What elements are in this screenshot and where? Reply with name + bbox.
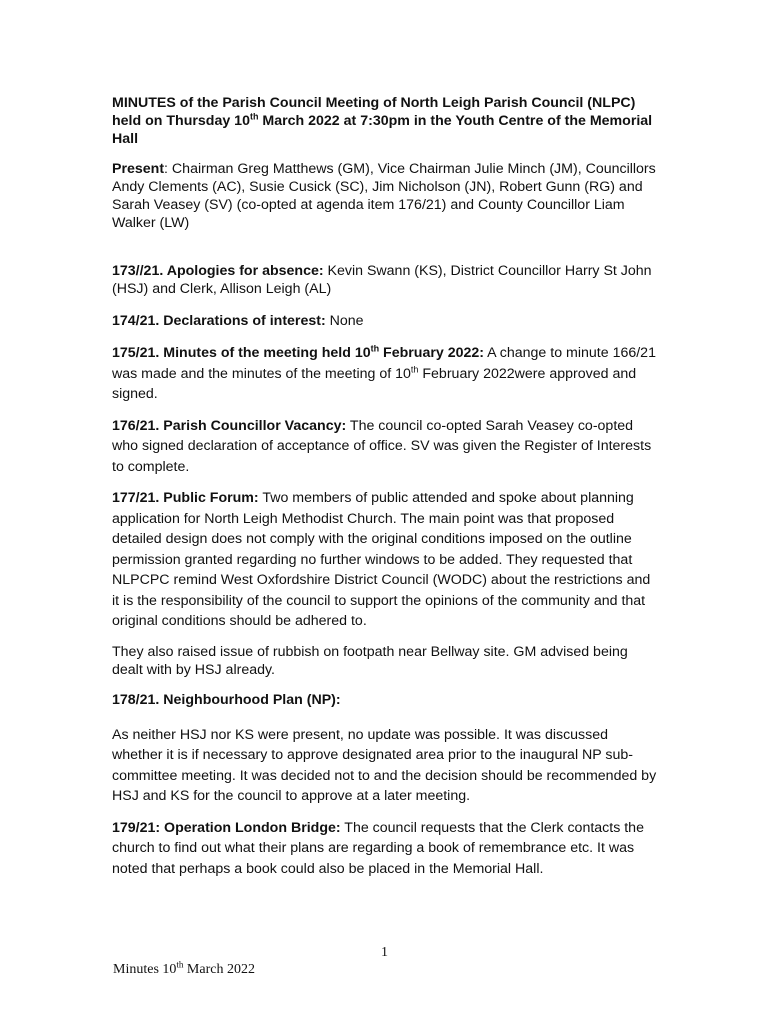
document-title: MINUTES of the Parish Council Meeting of North Leigh Parish Council (NLPC) held on Thursday 10th March 2022 at 7:30pm in the Youth Centre of the Memorial Hall [112,95,653,147]
item-178-heading: 178/21. Neighbourhood Plan (NP): [112,691,341,708]
item-179-operation-london-bridge: 179/21: Operation London Bridge: The council requests that the Clerk contacts the church to find out what their plans are regarding a book of remembrance etc. It was noted that perhaps a book could also be placed in the Memorial Hall. [112,819,644,877]
minutes-body [112,94,657,879]
item-176-heading: 176/21. Parish Councillor Vacancy: [112,417,347,434]
item-173-apologies: 173//21. Apologies for absence: Kevin Swann (KS), District Councillor Harry St John (HSJ) and Clerk, Allison Leigh (AL) [112,263,652,297]
page-number: 1 [381,945,388,960]
item-178-neighbourhood-plan: As neither HSJ nor KS were present, no update was possible. It was discussed whether it is if necessary to approve designated area prior to the inaugural NP sub-committee meeting. It was decided not to and the decision should be recommended by HSJ and KS for the council to approve at a later meeting. [112,726,657,804]
present-paragraph [112,160,657,232]
item-174-heading: 174/21. Declarations of interest: [112,313,326,329]
page-footer: Minutes 10th March 2022 [113,959,255,977]
item-177-rubbish-note: They also raised issue of rubbish on footpath near Bellway site. GM advised being dealt with by HSJ already. [112,643,628,678]
item-175-heading: 175/21. Minutes of the meeting held 10th February 2022: [112,343,484,361]
present-text: : Chairman Greg Matthews (GM), Vice Chairman Julie Minch (JM), Councillors Andy Clements (AC), Susie Cusick (SC), Jim Nicholson (JN), Robert Gunn (RG) and Sarah Veasey (SV) (co-opted at agenda item 176/21) and County Councillor Liam Walker (LW) [112,161,656,231]
present-label: Present [112,161,165,177]
item-173-heading: 173//21. Apologies for absence: [112,263,324,279]
item-175-minutes: 175/21. Minutes of the meeting held 10th February 2022: A change to minute 166/21 was made and the minutes of the meeting of 10th February 2022were approved and signed. [112,343,656,402]
item-177-public-forum: 177/21. Public Forum: Two members of public attended and spoke about planning application for North Leigh Methodist Church. The main point was that proposed detailed design does not comply with the original conditions imposed on the outline permission granted regarding no further windows to be added. They requested that NLPCPC remind West Oxfordshire District Council (WODC) about the restrictions and it is the responsibility of the council to support the opinions of the community and that original conditions should be adhered to. [112,490,651,629]
item-177-heading: 177/21. Public Forum: [112,490,259,506]
item-174-declarations: 174/21. Declarations of interest: None [112,313,364,329]
item-176-vacancy: 176/21. Parish Councillor Vacancy: The council co-opted Sarah Veasey co-opted who signed declaration of acceptance of office. SV was given the Register of Interests to complete. [112,417,652,475]
item-179-heading: 179/21: Operation London Bridge: [112,819,341,836]
